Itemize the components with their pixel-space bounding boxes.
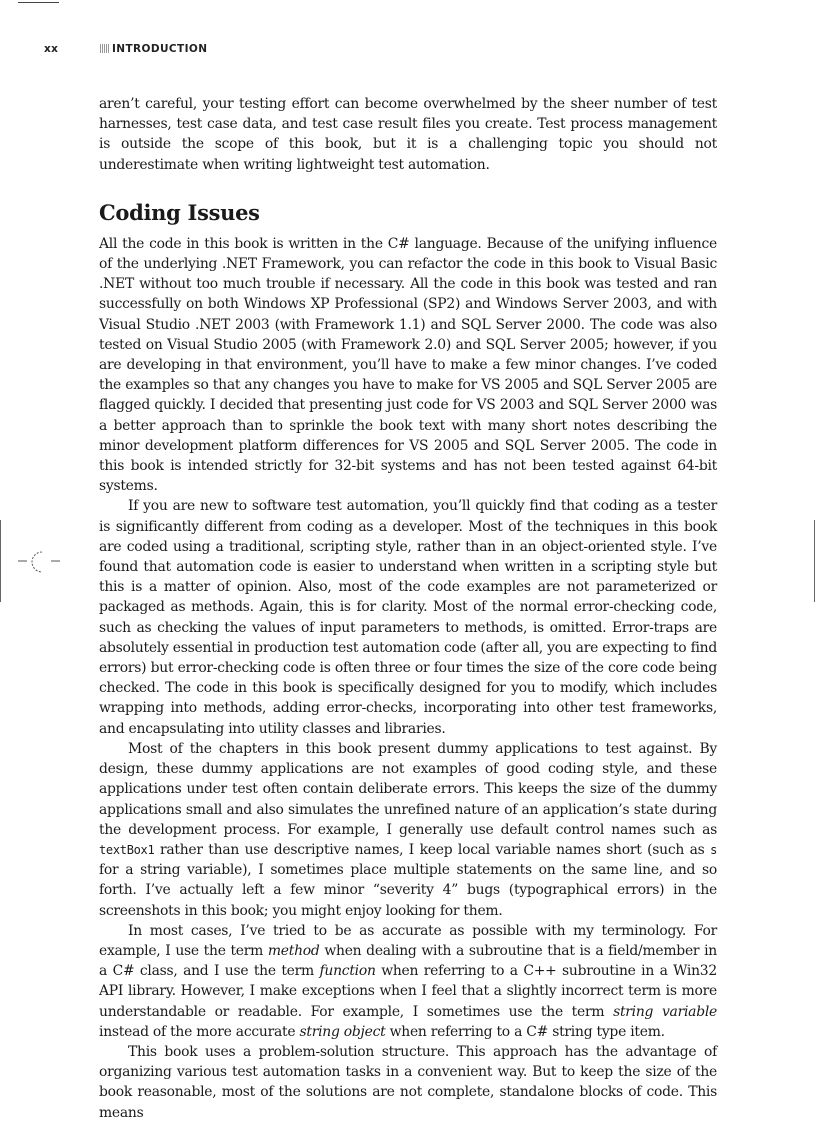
header-bar-icon [100, 44, 109, 53]
page-number: xx [44, 43, 59, 55]
italic-term: method [267, 942, 320, 959]
text-run: when referring to a C# string type item. [385, 1023, 665, 1040]
intro-paragraph: aren’t careful, your testing effort can become overwhelmed by the sheer number of test harnesses, test case data, and test case result files you create. Test process management is outside the scope of this book, but it is a challenging topic you should not underestimate when writing lightweight test automation. [99, 96, 717, 173]
paragraph-3 [99, 739, 717, 921]
crop-mark-left [0, 520, 1, 602]
italic-term: string object [299, 1023, 386, 1040]
crop-mark-top [18, 0, 59, 3]
paragraph-1: All the code in this book is written in the C# language. Because of the unifying influence of the underlying .NET Framework, you can refactor the code in this book to Visual Basic .NET without too much trouble if necessary. All the code in this book was tested and ran successfully on both Windows XP Professional (SP2) and Windows Server 2003, and with Visual Studio .NET 2003 (with Framework 1.1) and SQL Server 2000. The code was also tested on Visual Studio 2005 (with Framework 2.0) and SQL Server 2005; however, if you are developing in that environment, you’ll have to make a few minor changes. I’ve coded the examples so that any changes you have to make for VS 2005 and SQL Server 2005 are flagged quickly. I decided that presenting just code for VS 2003 and SQL Server 2000 was a better approach than to sprinkle the book text with many short notes describing the minor development platform differences for VS 2005 and SQL Server 2005. The code in this book is intended strictly for 32-bit systems and has not been tested against 64-bit systems. [99, 235, 717, 495]
paragraph-5: This book uses a problem-solution structure. This approach has the advantage of organizing various test automation tasks in a convenient way. But to keep the size of the book reasonable, most of the solutions are not complete, standalone blocks of code. This means [99, 1043, 717, 1121]
section-heading: Coding Issues [99, 199, 260, 225]
section-title-text: INTRODUCTION [112, 43, 208, 55]
text-run: when dealing with a subroutine that is a field/member in a C# class, and I use the term [99, 942, 717, 980]
paragraph-2: If you are new to software test automation, you’ll quickly find that coding as a tester is significantly different from coding as a developer. Most of the techniques in this book are coded using a traditional, scripting style, rather than in an object-oriented style. I’ve found that automation code is easier to understand when written in a scripting style but this is a matter of opinion. Also, most of the code examples are not parameterized or packaged as methods. Again, this is for clarity. Most of the normal error-checking code, such as checking the values of input parameters to methods, is omitted. Error-traps are absolutely essential in production test automation code (after all, you are expecting to find errors) but error-checking code is often three or four times the size of the core code being checked. The code in this book is specifically designed for you to modify, which includes wrapping into methods, adding error-checks, incorporating into other test frameworks, and encapsulating into utility classes and libraries. [99, 498, 717, 737]
text-run: for a string variable), I sometimes place multiple statements on the same line, and so forth. I’ve actually left a few minor “severity 4” bugs (typographical errors) in the screenshots in this book; you might enjoy looking for them. [99, 862, 717, 919]
italic-term: string variable [613, 1003, 717, 1020]
inline-code: textBox1 [99, 842, 155, 857]
inline-code: s [710, 842, 717, 857]
italic-term: function [319, 963, 376, 980]
text-run: when referring to a C++ subroutine in a Win32 API library. However, I make exceptions when I feel that a slightly incorrect term is more understandable or readable. For example, I sometimes use the term [99, 963, 717, 1020]
paragraph-4 [99, 921, 717, 1042]
crop-mark-right [814, 520, 815, 602]
text-run: rather than use descriptive names, I keep local variable names short (such as [154, 841, 711, 858]
page-body [99, 94, 717, 1123]
text-run: instead of the more accurate [99, 1023, 300, 1040]
section-title [100, 43, 207, 55]
text-run: Most of the chapters in this book present dummy applications to test against. By design, these dummy applications are not examples of good coding style, and these applications under test often contain deliberate errors. This keeps the size of the dummy applications small and also simulates the unrefined nature of an application’s state during the development process. For example, I generally use default control names such as [99, 740, 717, 838]
registration-mark-icon [18, 548, 62, 576]
text-run: In most cases, I’ve tried to be as accurate as possible with my terminology. For example, I use the term [99, 922, 717, 959]
